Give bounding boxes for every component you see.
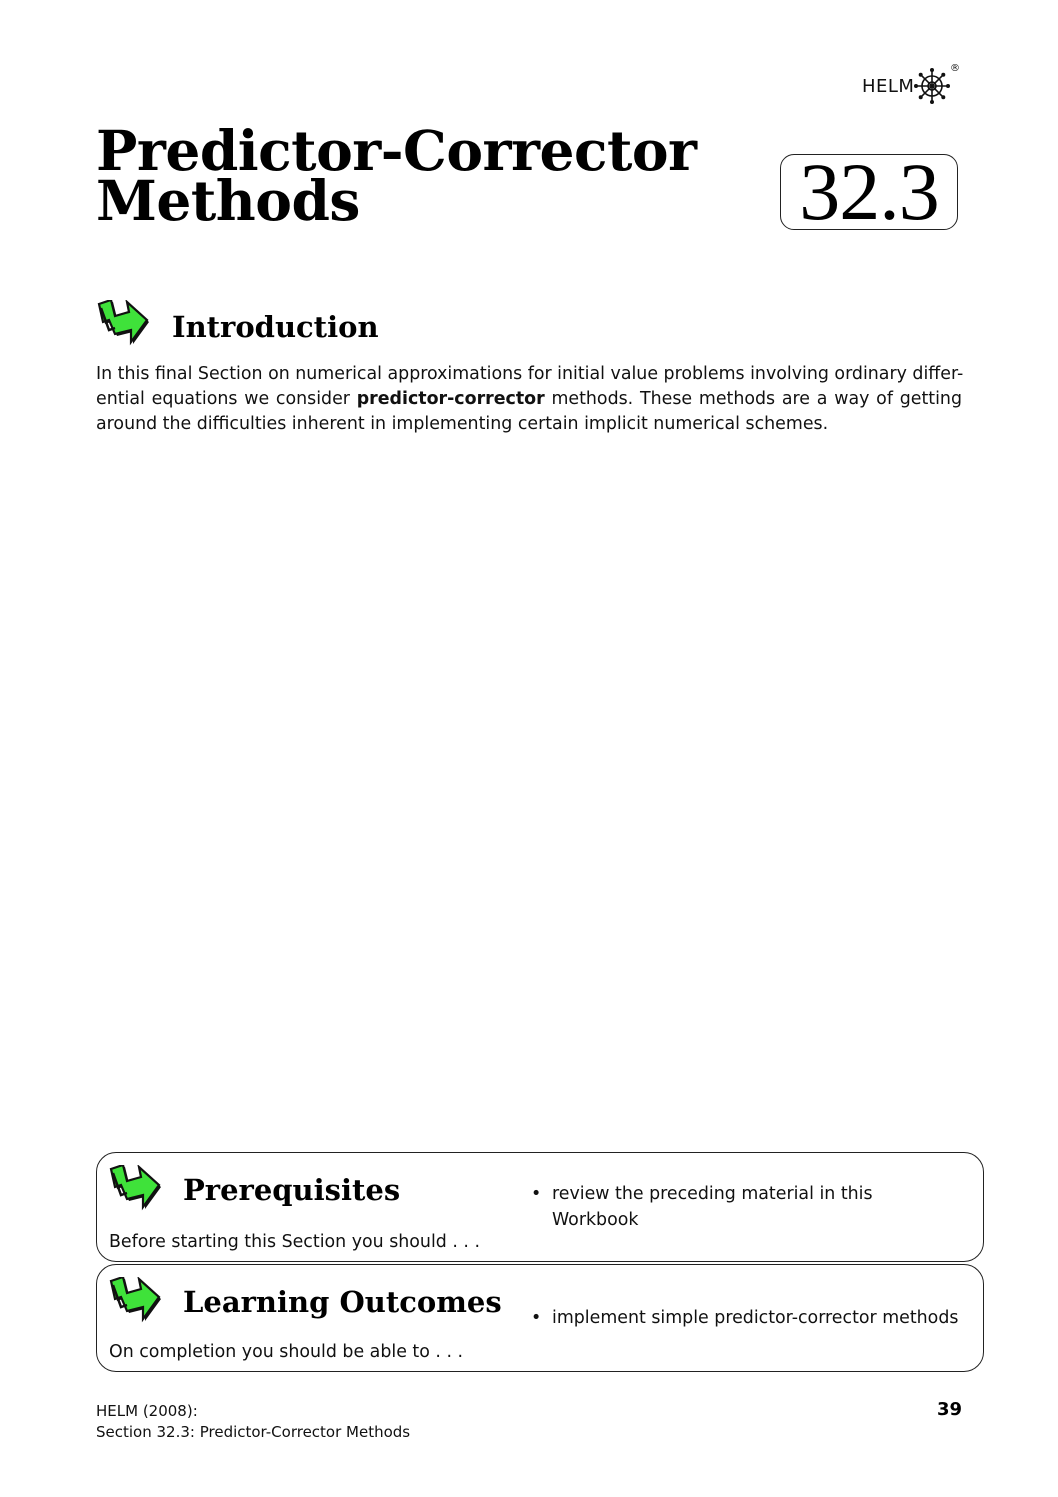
bullet-icon: • (531, 1184, 542, 1204)
prerequisites-subtext: Before starting this Section you should . . . (109, 1232, 480, 1252)
learning-outcomes-heading: Learning Outcomes (183, 1285, 502, 1319)
footer-line-2: Section 32.3: Predictor-Corrector Methods (96, 1423, 411, 1441)
learning-outcome-item-text: implement simple predictor-corrector methods (552, 1308, 959, 1328)
introduction-paragraph (96, 362, 962, 437)
intro-line-2-start: ential equations we consider (96, 389, 357, 409)
arrow-icon (107, 1165, 165, 1217)
section-number: 32.3 (799, 146, 939, 237)
intro-line-2 (96, 387, 962, 412)
prerequisites-box (96, 1152, 984, 1262)
introduction-heading: Introduction (172, 310, 379, 344)
prerequisite-item-line-2: Workbook (552, 1210, 639, 1230)
arrow-icon (95, 300, 153, 352)
title-line-1: Predictor-Corrector (96, 118, 697, 183)
prerequisite-item-line-1: review the preceding material in this (552, 1184, 873, 1204)
predictor-corrector-term: predictor-corrector (356, 389, 545, 409)
footer-reference (96, 1401, 410, 1443)
section-number-box (780, 146, 958, 237)
intro-line-1: In this final Section on numerical approximations for initial value problems involving ordinary differ- (96, 364, 964, 384)
registered-mark: ® (950, 63, 960, 74)
intro-line-2-end: methods. These methods are a way of getting (544, 389, 962, 409)
bullet-icon: • (531, 1308, 542, 1328)
prerequisites-heading: Prerequisites (183, 1173, 401, 1207)
page-title (96, 118, 736, 233)
learning-outcomes-box (96, 1264, 984, 1372)
arrow-icon (107, 1277, 165, 1329)
intro-line-3: around the difficulties inherent in implementing certain implicit numerical schemes. (96, 414, 829, 434)
helm-logo-text: HELM (862, 76, 915, 97)
footer-line-1: HELM (2008): (96, 1402, 198, 1420)
helm-logo (862, 64, 962, 104)
page-number: 39 (936, 1399, 962, 1420)
learning-outcomes-subtext: On completion you should be able to . . . (109, 1342, 464, 1362)
title-line-2: Methods (96, 168, 360, 233)
